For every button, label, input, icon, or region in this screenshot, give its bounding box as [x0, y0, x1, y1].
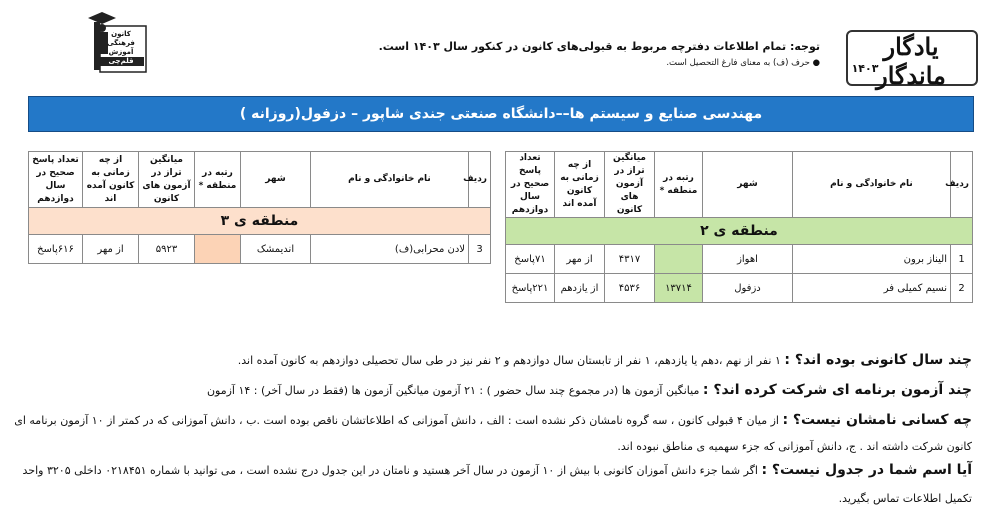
- faq-missing: [14, 412, 972, 428]
- col-rank: رتبه در منطقه *: [195, 152, 241, 208]
- program-banner: مهندسی صنایع و سیستم ها––دانشگاه صنعتی جندی شاپور – دزفول(روزانه ): [28, 96, 974, 132]
- col-city: شهر: [241, 152, 311, 208]
- faq-answer: اگر شما جزء دانش آموزان کانونی با بیش از ۱۰ آزمون در سال آخر هستید و نامتان در این جدول درج نشده است ، می توانید با شماره ۰۲۱۸۴۵۱ داخلی ۳۲۰۵ واحد: [22, 464, 762, 477]
- col-city: شهر: [703, 152, 793, 218]
- faq-answer: کانون شرکت داشته اند . ج، دانش آموزانی که جزء سهمیه ی مناطق نبوده اند.: [617, 440, 972, 453]
- student-city: اندیمشک: [241, 235, 311, 264]
- col-row: ردیف: [469, 152, 491, 208]
- faq-not-listed-cont: [839, 492, 972, 505]
- student-since: از مهر: [83, 235, 139, 264]
- faq-answer: از میان ۴ قبولی کانون ، سه گروه نامشان ذکر نشده است : الف ، دانش آموزانی که اطلاعاتشان ناقص بوده است .ب ، دانش آموزانی که در کمتر از ۱۰ آزمون برنامه ای: [14, 414, 783, 427]
- row-number: 1: [951, 245, 973, 274]
- student-city: اهواز: [703, 245, 793, 274]
- col-rank: رتبه در منطقه *: [655, 152, 703, 218]
- row-number: 2: [951, 274, 973, 303]
- faq-question: چه کسانی نامشان نیست؟ :: [782, 412, 972, 428]
- faq-not-listed: [23, 462, 972, 478]
- faq-question: آیا اسم شما در جدول نیست؟ :: [761, 462, 972, 478]
- student-rank: [195, 235, 241, 264]
- region-label: منطقه ی ۲: [506, 218, 973, 245]
- col-answers: تعداد پاسخ صحیح در سال دوازدهم: [29, 152, 83, 208]
- student-answers: ۶۱۶پاسخ: [29, 235, 83, 264]
- col-since: از چه زمانی به کانون آمده اند: [555, 152, 605, 218]
- row-number: 3: [469, 235, 491, 264]
- faq-years: [238, 352, 972, 368]
- student-name: الیناز برون: [793, 245, 951, 274]
- col-row: ردیف: [951, 152, 973, 218]
- col-answers: تعداد پاسخ صحیح در سال دوازدهم: [506, 152, 555, 218]
- table-row: [506, 245, 973, 274]
- student-avg: ۴۵۳۶: [605, 274, 655, 303]
- student-rank: ۱۳۷۱۴: [655, 274, 703, 303]
- student-city: دزفول: [703, 274, 793, 303]
- faq-answer: ۱ نفر از نهم ،دهم یا یازدهم، ۱ نفر از تابستان سال دوازدهم و ۲ نفر نیز در طی سال تحصیلی دوازدهم به کانون آمده اند.: [237, 354, 785, 367]
- yadegar-logo-year: ۱۴۰۳: [851, 62, 879, 75]
- col-avg: میانگین تراز در آزمون های کانون: [605, 152, 655, 218]
- col-since: از چه زمانی به کانون آمده اند: [83, 152, 139, 208]
- region-label: منطقه ی ۳: [29, 208, 491, 235]
- student-since: از یازدهم: [555, 274, 605, 303]
- student-avg: ۴۳۱۷: [605, 245, 655, 274]
- faq-question: چند سال کانونی بوده اند؟ :: [784, 352, 972, 368]
- student-name: لادن محرابی(ف): [311, 235, 469, 264]
- yadegar-logo-title: یادگار ماندگار: [876, 32, 946, 90]
- faq-exams: [207, 382, 972, 398]
- table-row: [29, 235, 491, 264]
- faq-missing-cont: [617, 440, 972, 453]
- student-avg: ۵۹۲۳: [139, 235, 195, 264]
- faq-answer: تکمیل اطلاعات تماس بگیرید.: [838, 492, 972, 505]
- student-answers: ۲۲۱پاسخ: [506, 274, 555, 303]
- faq-question: چند آزمون برنامه ای شرکت کرده اند؟ :: [702, 382, 972, 398]
- kanoon-logo-text: کانون فرهنگی آموزش قلم‌چی: [98, 30, 144, 66]
- col-name: نام خانوادگی و نام: [793, 152, 951, 218]
- student-since: از مهر: [555, 245, 605, 274]
- header-sub-note: ● حرف (ف) به معنای فارغ التحصیل است.: [666, 58, 820, 68]
- student-name: نسیم کمیلی فر: [793, 274, 951, 303]
- col-name: نام خانوادگی و نام: [311, 152, 469, 208]
- col-avg: میانگین تراز در آزمون های کانون: [139, 152, 195, 208]
- header-note: توجه: تمام اطلاعات دفترچه مربوط به قبولی‌های کانون در کنکور سال ۱۴۰۳ است.: [378, 40, 820, 53]
- results-table-region-2: [505, 151, 973, 303]
- faq-answer: میانگین آزمون ها (در مجموع چند سال حضور ) : ۲۱ آزمون میانگین آزمون ها (فقط در سال آخر) : ۱۴ آزمون: [206, 384, 703, 397]
- student-answers: ۷۱پاسخ: [506, 245, 555, 274]
- table-row: [506, 274, 973, 303]
- results-table-region-3: [28, 151, 491, 264]
- student-rank: [655, 245, 703, 274]
